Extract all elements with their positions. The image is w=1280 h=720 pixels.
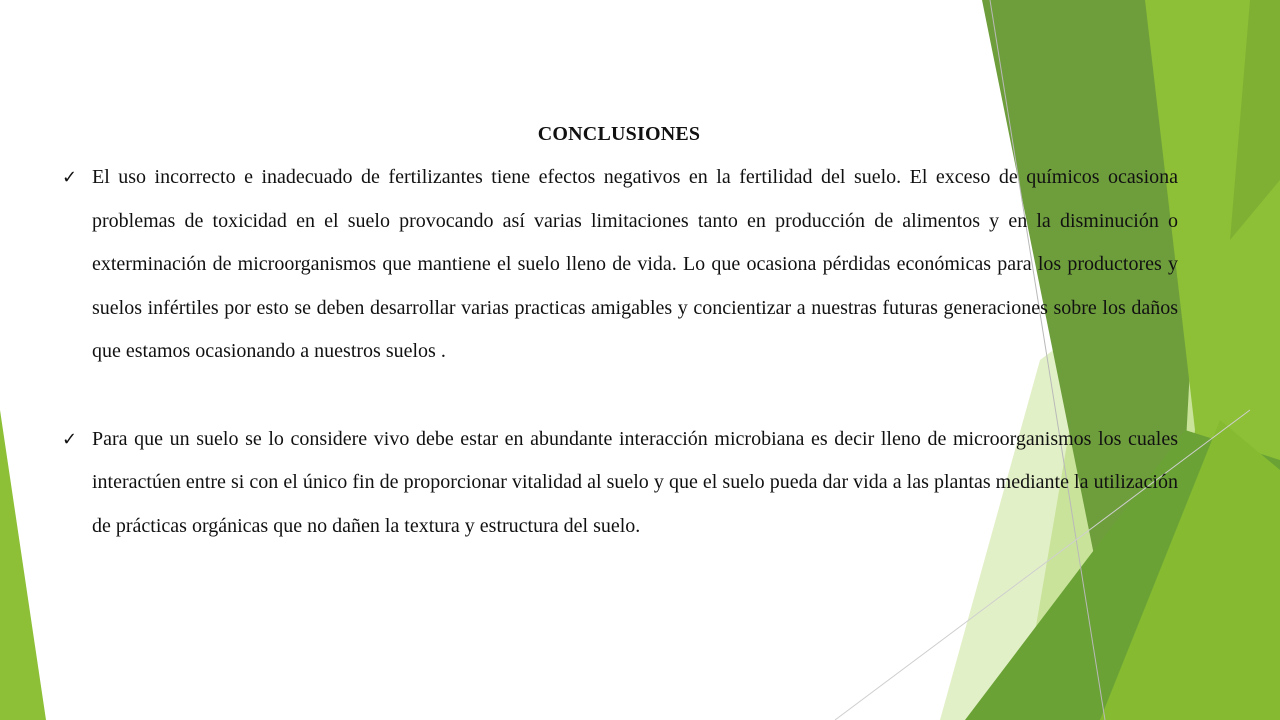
slide-title: CONCLUSIONES <box>537 123 701 145</box>
slide-content <box>60 112 1178 548</box>
bullet-text: El uso incorrecto e inadecuado de fertilizantes tiene efectos negativos en la fertilidad del suelo. El exceso de químicos ocasiona problemas de toxicidad en el suelo provocando así varias limitaciones tanto en producción de alimentos y en la disminución o exterminación de microorganismos que mantiene el suelo lleno de vida. Lo que ocasiona pérdidas económicas para los productores y suelos infértiles por esto se deben desarrollar varias practicas amigables y concientizar a nuestras futuras generaciones sobre los daños que estamos ocasionando a nuestros suelos . <box>92 166 1178 362</box>
bullet-text: Para que un suelo se lo considere vivo debe estar en abundante interacción microbiana es decir lleno de microorganismos los cuales interactúen entre si con el único fin de proporcionar vitalidad al suelo y que el suelo pueda dar vida a las plantas mediante la utilización de prácticas orgánicas que no dañen la textura y estructura del suelo. <box>92 427 1178 537</box>
left-edge-shape <box>0 410 46 720</box>
bullet-item <box>60 156 1178 374</box>
check-mark-icon: ✓ <box>62 428 78 450</box>
bullet-item <box>60 418 1178 549</box>
check-mark-icon: ✓ <box>62 167 78 188</box>
